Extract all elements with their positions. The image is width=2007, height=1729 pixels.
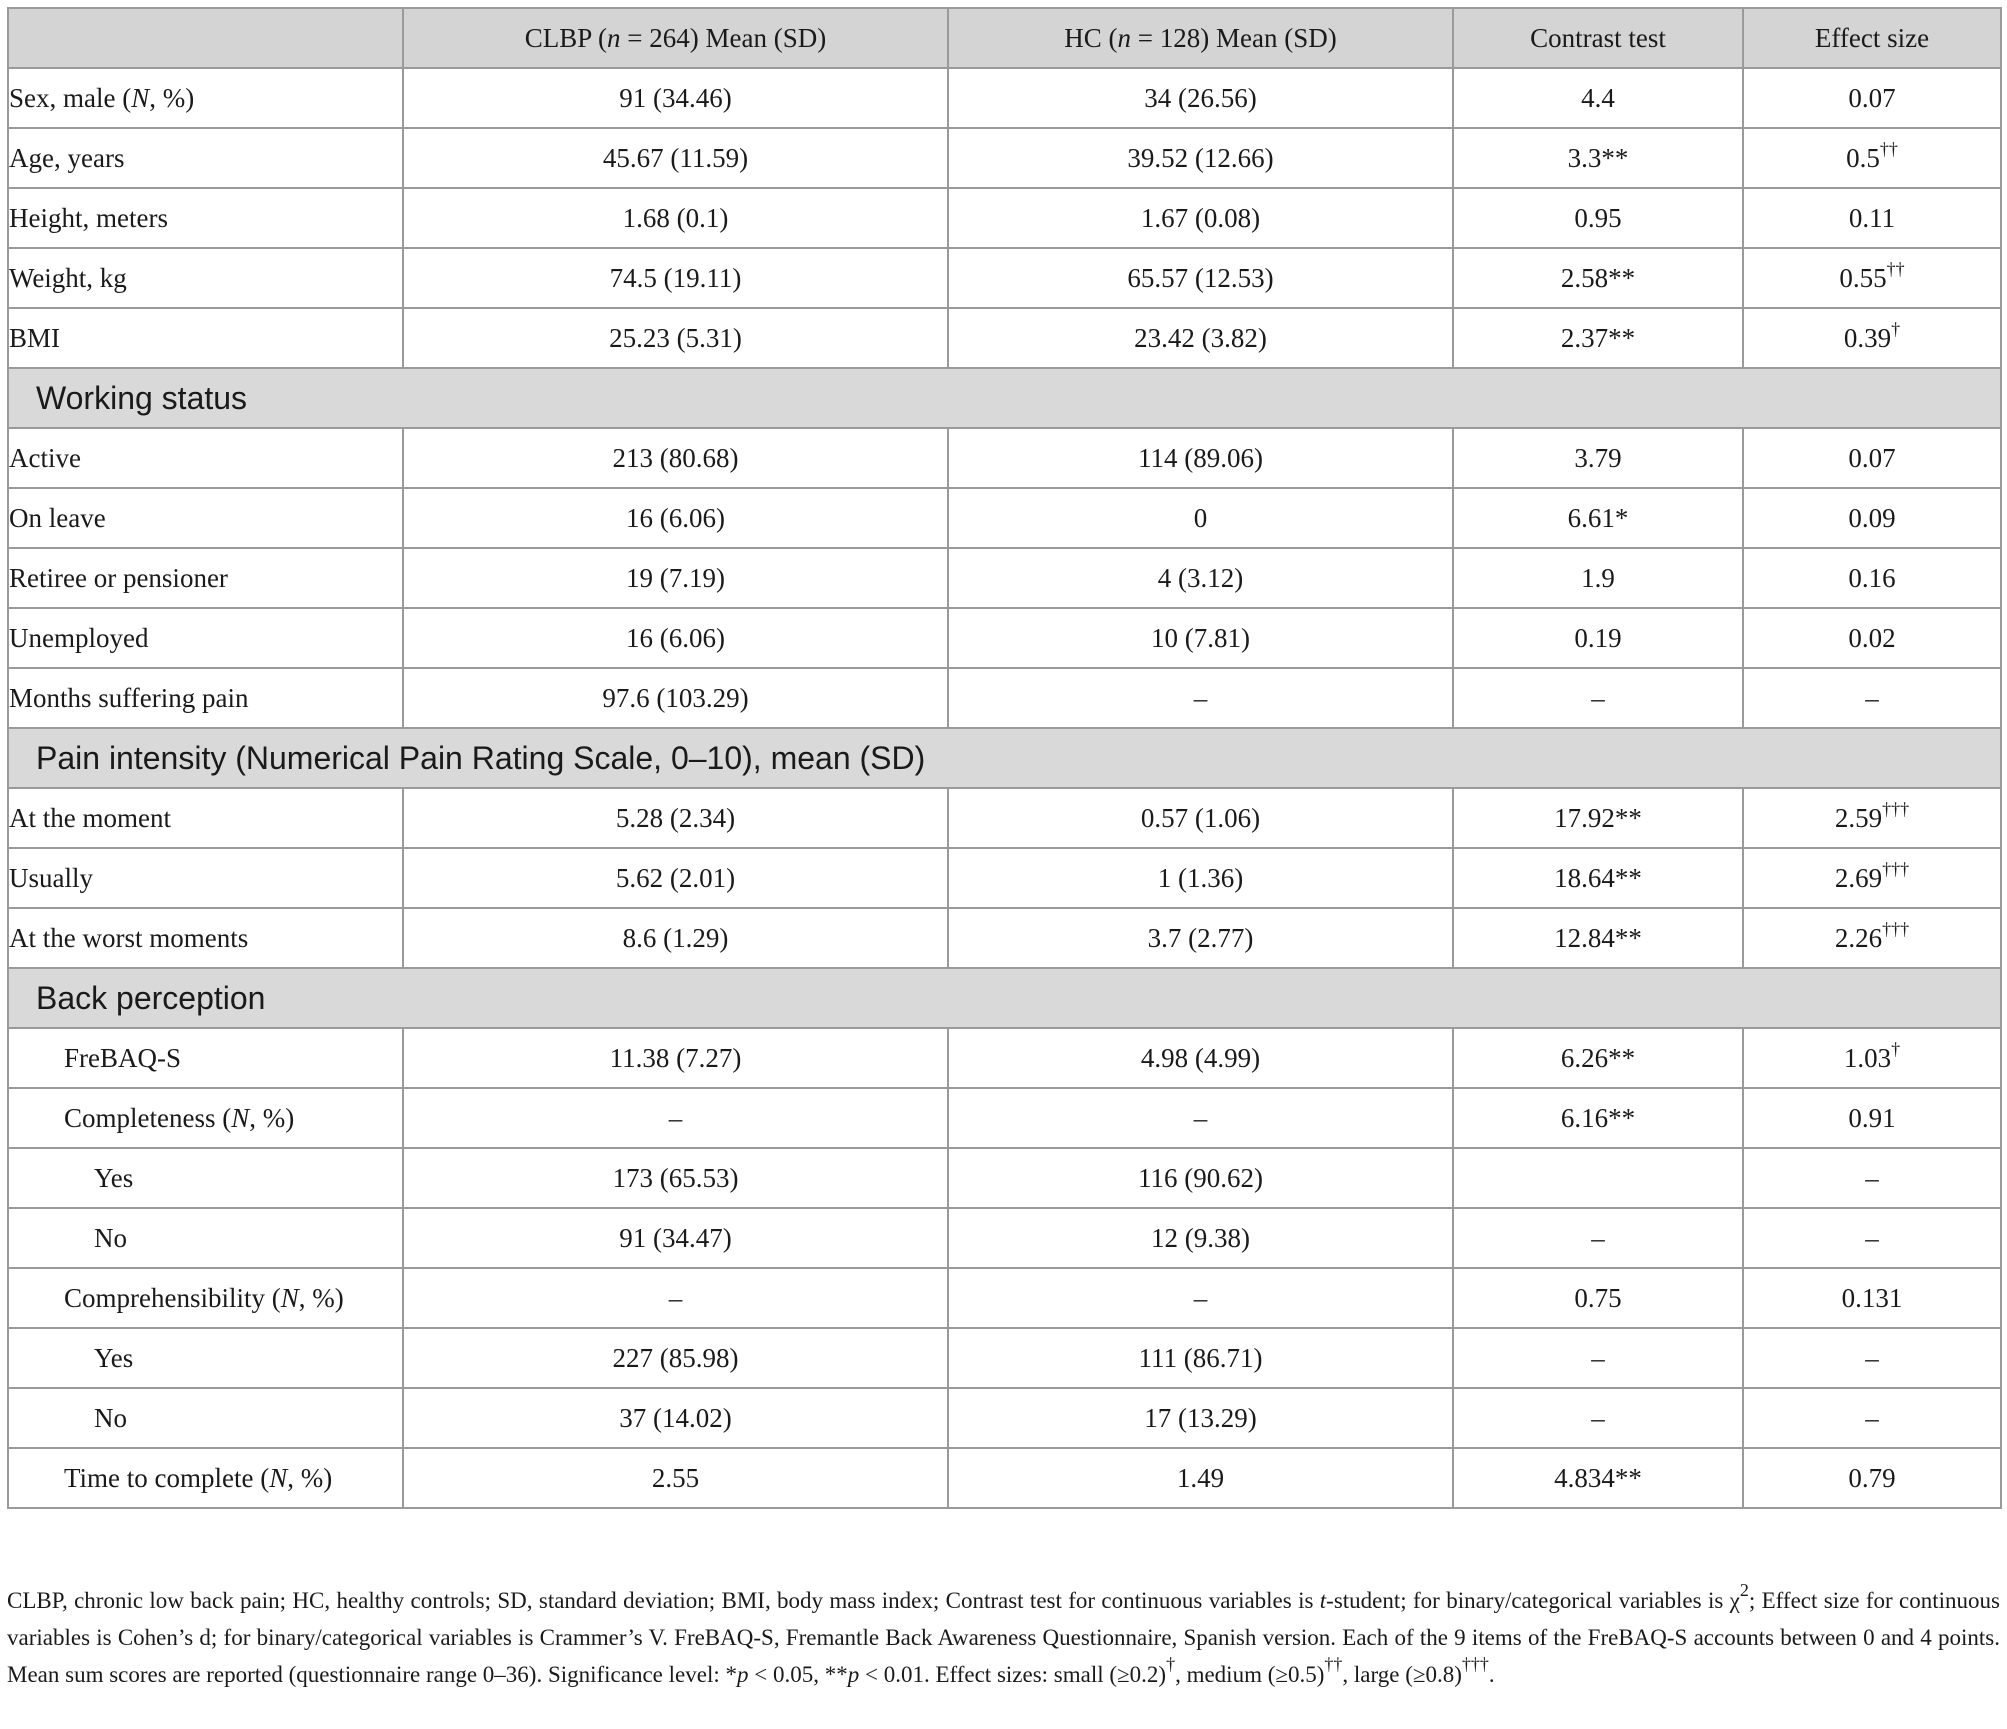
test-value: –	[1453, 1388, 1743, 1448]
clbp-value: 91 (34.47)	[403, 1208, 948, 1268]
row-label: FreBAQ-S	[8, 1028, 403, 1088]
row-label: Comprehensibility (N, %)	[8, 1268, 403, 1328]
clbp-value: 97.6 (103.29)	[403, 668, 948, 728]
table-row	[8, 128, 2001, 188]
table-row	[8, 308, 2001, 368]
effect-value: 0.5††	[1743, 128, 2001, 188]
clbp-value: 74.5 (19.11)	[403, 248, 948, 308]
test-value: 4.4	[1453, 68, 1743, 128]
row-label: Sex, male (N, %)	[8, 68, 403, 128]
row-label: BMI	[8, 308, 403, 368]
table-row	[8, 668, 2001, 728]
row-label: Time to complete (N, %)	[8, 1448, 403, 1508]
test-value: 6.61*	[1453, 488, 1743, 548]
effect-value: 0.39†	[1743, 308, 2001, 368]
test-value: 2.37**	[1453, 308, 1743, 368]
table-row	[8, 1148, 2001, 1208]
table-row	[8, 608, 2001, 668]
row-label: No	[8, 1388, 403, 1448]
section-header-row	[8, 968, 2001, 1028]
test-value: –	[1453, 1208, 1743, 1268]
test-value: 17.92**	[1453, 788, 1743, 848]
clbp-value: 19 (7.19)	[403, 548, 948, 608]
hc-value: 3.7 (2.77)	[948, 908, 1453, 968]
row-label: No	[8, 1208, 403, 1268]
clbp-value: 2.55	[403, 1448, 948, 1508]
test-value: 18.64**	[1453, 848, 1743, 908]
hc-value: 4.98 (4.99)	[948, 1028, 1453, 1088]
effect-value: 0.02	[1743, 608, 2001, 668]
test-value: 0.19	[1453, 608, 1743, 668]
table-row	[8, 1388, 2001, 1448]
row-label: Usually	[8, 848, 403, 908]
test-value: 0.95	[1453, 188, 1743, 248]
test-value: 6.26**	[1453, 1028, 1743, 1088]
table-row	[8, 1088, 2001, 1148]
header-empty	[8, 8, 403, 68]
effect-value: 2.59†††	[1743, 788, 2001, 848]
effect-value: –	[1743, 668, 2001, 728]
clbp-value: 1.68 (0.1)	[403, 188, 948, 248]
hc-value: 12 (9.38)	[948, 1208, 1453, 1268]
hc-value: 111 (86.71)	[948, 1328, 1453, 1388]
test-value: 6.16**	[1453, 1088, 1743, 1148]
header-row	[8, 8, 2001, 68]
table-row	[8, 1268, 2001, 1328]
table-footnote	[7, 1582, 2000, 1693]
table-row	[8, 908, 2001, 968]
table-row	[8, 428, 2001, 488]
effect-value: 0.11	[1743, 188, 2001, 248]
row-label: Retiree or pensioner	[8, 548, 403, 608]
clbp-value: 227 (85.98)	[403, 1328, 948, 1388]
row-label: Months suffering pain	[8, 668, 403, 728]
effect-value: 0.09	[1743, 488, 2001, 548]
clbp-value: 91 (34.46)	[403, 68, 948, 128]
row-label: Yes	[8, 1148, 403, 1208]
clbp-value: 5.62 (2.01)	[403, 848, 948, 908]
effect-value: –	[1743, 1148, 2001, 1208]
hc-value: 10 (7.81)	[948, 608, 1453, 668]
hc-value: 65.57 (12.53)	[948, 248, 1453, 308]
table-row	[8, 1448, 2001, 1508]
header-clbp: CLBP (n = 264) Mean (SD)	[403, 8, 948, 68]
effect-value: –	[1743, 1328, 2001, 1388]
row-label: Active	[8, 428, 403, 488]
table-row	[8, 1208, 2001, 1268]
test-value: 2.58**	[1453, 248, 1743, 308]
table-row	[8, 488, 2001, 548]
hc-value: 34 (26.56)	[948, 68, 1453, 128]
hc-value: 116 (90.62)	[948, 1148, 1453, 1208]
table-row	[8, 248, 2001, 308]
header-effect-size: Effect size	[1743, 8, 2001, 68]
effect-value: 2.69†††	[1743, 848, 2001, 908]
hc-value: –	[948, 668, 1453, 728]
row-label: Completeness (N, %)	[8, 1088, 403, 1148]
header-contrast-test: Contrast test	[1453, 8, 1743, 68]
section-header-row	[8, 728, 2001, 788]
clbp-value: 8.6 (1.29)	[403, 908, 948, 968]
test-value: –	[1453, 668, 1743, 728]
hc-value: 1.67 (0.08)	[948, 188, 1453, 248]
table-row	[8, 848, 2001, 908]
section-back-perception: Back perception	[8, 968, 2001, 1028]
hc-value: 1.49	[948, 1448, 1453, 1508]
table-row	[8, 188, 2001, 248]
clbp-value: 37 (14.02)	[403, 1388, 948, 1448]
effect-value: 0.07	[1743, 428, 2001, 488]
clbp-value: 213 (80.68)	[403, 428, 948, 488]
row-label: Yes	[8, 1328, 403, 1388]
row-label: Unemployed	[8, 608, 403, 668]
effect-value: 0.07	[1743, 68, 2001, 128]
table-row	[8, 68, 2001, 128]
test-value	[1453, 1148, 1743, 1208]
test-value: –	[1453, 1328, 1743, 1388]
test-value: 3.79	[1453, 428, 1743, 488]
clbp-value: 45.67 (11.59)	[403, 128, 948, 188]
hc-value: 23.42 (3.82)	[948, 308, 1453, 368]
test-value: 0.75	[1453, 1268, 1743, 1328]
table-row	[8, 1028, 2001, 1088]
demographics-table	[7, 7, 2002, 1509]
effect-value: –	[1743, 1388, 2001, 1448]
effect-value: 0.55††	[1743, 248, 2001, 308]
test-value: 1.9	[1453, 548, 1743, 608]
hc-value: –	[948, 1088, 1453, 1148]
test-value: 12.84**	[1453, 908, 1743, 968]
section-working-status: Working status	[8, 368, 2001, 428]
effect-value: –	[1743, 1208, 2001, 1268]
section-header-row	[8, 368, 2001, 428]
table-container	[7, 7, 2000, 1509]
hc-value: 114 (89.06)	[948, 428, 1453, 488]
table-row	[8, 1328, 2001, 1388]
row-label: On leave	[8, 488, 403, 548]
effect-value: 0.131	[1743, 1268, 2001, 1328]
row-label: At the moment	[8, 788, 403, 848]
row-label: Height, meters	[8, 188, 403, 248]
row-label: Age, years	[8, 128, 403, 188]
effect-value: 0.16	[1743, 548, 2001, 608]
clbp-value: 16 (6.06)	[403, 488, 948, 548]
clbp-value: –	[403, 1268, 948, 1328]
hc-value: 17 (13.29)	[948, 1388, 1453, 1448]
effect-value: 0.79	[1743, 1448, 2001, 1508]
effect-value: 2.26†††	[1743, 908, 2001, 968]
test-value: 3.3**	[1453, 128, 1743, 188]
row-label: Weight, kg	[8, 248, 403, 308]
table-row	[8, 788, 2001, 848]
hc-value: –	[948, 1268, 1453, 1328]
test-value: 4.834**	[1453, 1448, 1743, 1508]
hc-value: 4 (3.12)	[948, 548, 1453, 608]
effect-value: 1.03†	[1743, 1028, 2001, 1088]
hc-value: 0	[948, 488, 1453, 548]
clbp-value: 173 (65.53)	[403, 1148, 948, 1208]
footnote-text: CLBP, chronic low back pain; HC, healthy controls; SD, standard deviation; BMI, body mass index; Contrast test for continuous variables is t-student; for binary/categorical variables is $\chi^2$; Effect size for continuous variables is Cohen’s d; for binary/categorical variables is Crammer’s V. FreBAQ-S, Fremantle Back Awareness Questionnaire, Spanish version. Each of the 9 items of the FreBAQ-S accounts between 0 and 4 points. Mean sum scores are reported (questionnaire range 0–36). Significance level: *p < 0.05, **p < 0.01. Effect sizes: small (≥0.2)†, medium (≥0.5)††, large (≥0.8)†††.	[7, 1580, 2000, 1687]
section-pain-intensity: Pain intensity (Numerical Pain Rating Scale, 0–10), mean (SD)	[8, 728, 2001, 788]
clbp-value: 11.38 (7.27)	[403, 1028, 948, 1088]
table-row	[8, 548, 2001, 608]
row-label: At the worst moments	[8, 908, 403, 968]
header-hc: HC (n = 128) Mean (SD)	[948, 8, 1453, 68]
clbp-value: –	[403, 1088, 948, 1148]
clbp-value: 5.28 (2.34)	[403, 788, 948, 848]
clbp-value: 25.23 (5.31)	[403, 308, 948, 368]
hc-value: 1 (1.36)	[948, 848, 1453, 908]
clbp-value: 16 (6.06)	[403, 608, 948, 668]
hc-value: 0.57 (1.06)	[948, 788, 1453, 848]
effect-value: 0.91	[1743, 1088, 2001, 1148]
hc-value: 39.52 (12.66)	[948, 128, 1453, 188]
